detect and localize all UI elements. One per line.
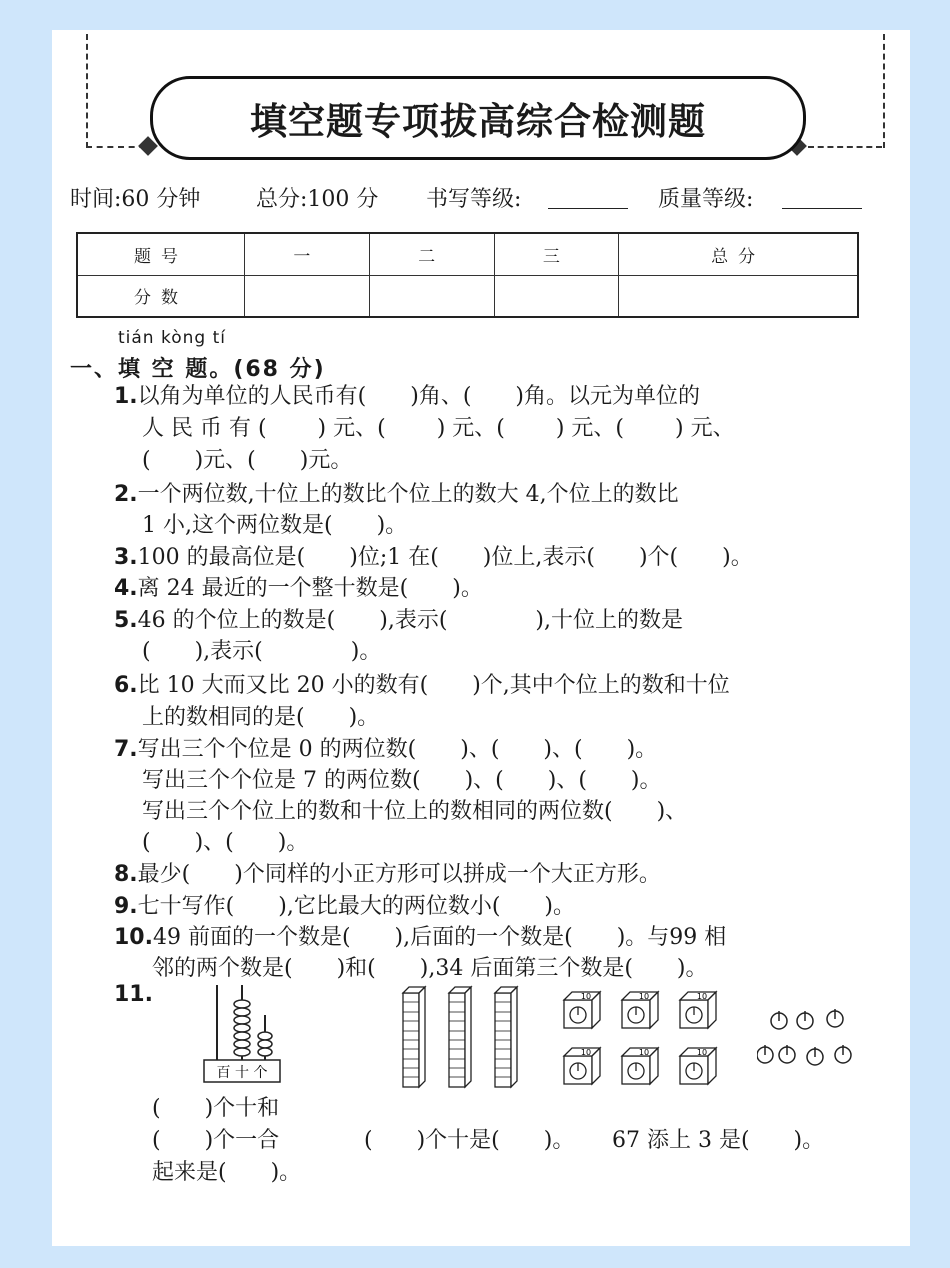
question-3 <box>114 543 753 573</box>
score-cell[interactable] <box>494 275 619 317</box>
question-text: ( )元、( )元。 <box>142 448 353 473</box>
title-banner <box>150 76 806 160</box>
question-5 <box>114 606 683 636</box>
header-cell: 二 <box>369 233 494 275</box>
unit-circles-icon <box>757 1005 862 1075</box>
header-cell: 一 <box>245 233 370 275</box>
score-table-row <box>77 275 858 317</box>
question-1 <box>114 382 700 412</box>
question-text: 写出三个个位上的数和十位上的数相同的两位数( )、 <box>142 799 688 824</box>
quality-grade-label: 质量等级: <box>658 187 754 212</box>
question-text: 100 的最高位是( )位;1 在( )位上,表示( )个( )。 <box>137 545 753 570</box>
question-number: 3. <box>114 545 138 570</box>
question-9 <box>114 892 575 922</box>
question-number: 1. <box>114 384 138 409</box>
header-cell: 总分 <box>619 233 858 275</box>
question-6 <box>114 671 730 701</box>
question-number: 4. <box>114 576 138 601</box>
box-label: 10 <box>638 1048 650 1057</box>
question-text: 1 小,这个两位数是( )。 <box>142 513 408 538</box>
score-cell[interactable] <box>619 275 858 317</box>
question-number: 9. <box>114 894 138 919</box>
q11-answer-a2: ( )个一合 <box>152 1128 280 1153</box>
question-7 <box>114 735 657 765</box>
header-cell: 题号 <box>77 233 245 275</box>
question-text: 以角为单位的人民币有( )角、( )角。以元为单位的 <box>137 384 701 409</box>
question-10 <box>114 923 726 953</box>
question-number: 11. <box>114 982 153 1007</box>
score-table-header <box>77 233 858 275</box>
page-title: 填空题专项拔高综合检测题 <box>250 100 706 143</box>
question-text: 七十写作( ),它比最大的两位数小( )。 <box>137 894 575 919</box>
question-text: 46 的个位上的数是( ),表示( ),十位上的数是 <box>137 608 683 633</box>
question-text: 一个两位数,十位上的数比个位上的数大 4,个位上的数比 <box>137 482 679 507</box>
q11-answer-a3: 起来是( )。 <box>152 1160 302 1185</box>
score-table <box>76 232 859 318</box>
question-8 <box>114 860 661 890</box>
box-label: 10 <box>638 992 650 1001</box>
row-label: 分数 <box>77 275 245 317</box>
writing-grade-label: 书写等级: <box>426 187 522 212</box>
question-number: 6. <box>114 673 138 698</box>
score-cell[interactable] <box>245 275 370 317</box>
total-score: 总分:100 分 <box>256 187 379 212</box>
abacus-label: 百 十 个 <box>216 1065 268 1081</box>
time-limit: 时间:60 分钟 <box>70 187 201 212</box>
question-number: 2. <box>114 482 138 507</box>
box-label: 10 <box>696 1048 708 1057</box>
q11-answer-c1: 67 添上 3 是( )。 <box>612 1128 825 1153</box>
question-text: 上的数相同的是( )。 <box>142 705 380 730</box>
section-pinyin: tián kòng tí <box>118 328 226 348</box>
q11-answer-a1: ( )个十和 <box>152 1096 280 1121</box>
question-number: 5. <box>114 608 138 633</box>
question-text: 写出三个个位是 7 的两位数( )、( )、( )。 <box>142 768 662 793</box>
question-text: 写出三个个位是 0 的两位数( )、( )、( )。 <box>137 737 658 762</box>
q11-answer-b1: ( )个十是( )。 <box>364 1128 575 1153</box>
dashed-line-right <box>808 146 882 148</box>
question-text: 最少( )个同样的小正方形可以拼成一个大正方形。 <box>137 862 661 887</box>
score-cell[interactable] <box>369 275 494 317</box>
ten-rods-icon <box>397 985 527 1090</box>
ten-boxes-icon <box>562 990 737 1090</box>
box-label: 10 <box>696 992 708 1001</box>
question-text: 人 民 币 有 ( ) 元、( ) 元、( ) 元、( ) 元、 <box>142 416 735 441</box>
question-text: 49 前面的一个数是( ),后面的一个数是( )。与99 相 <box>152 925 727 950</box>
worksheet-page <box>52 30 910 1246</box>
abacus-icon <box>202 985 282 1085</box>
question-number: 8. <box>114 862 138 887</box>
section-title: 一、填 空 题。(68 分) <box>70 357 326 382</box>
question-2 <box>114 480 679 510</box>
meta-row <box>70 182 890 218</box>
question-text: ( ),表示( )。 <box>142 639 382 664</box>
question-number: 7. <box>114 737 138 762</box>
header-cell: 三 <box>494 233 619 275</box>
box-label: 10 <box>580 992 592 1001</box>
question-text: 离 24 最近的一个整十数是( )。 <box>137 576 483 601</box>
question-number: 10. <box>114 925 153 950</box>
question-text: 比 10 大而又比 20 小的数有( )个,其中个位上的数和十位 <box>137 673 730 698</box>
question-text: 邻的两个数是( )和( ),34 后面第三个数是( )。 <box>152 956 708 981</box>
question-4 <box>114 574 483 604</box>
box-label: 10 <box>580 1048 592 1057</box>
question-text: ( )、( )。 <box>142 830 309 855</box>
